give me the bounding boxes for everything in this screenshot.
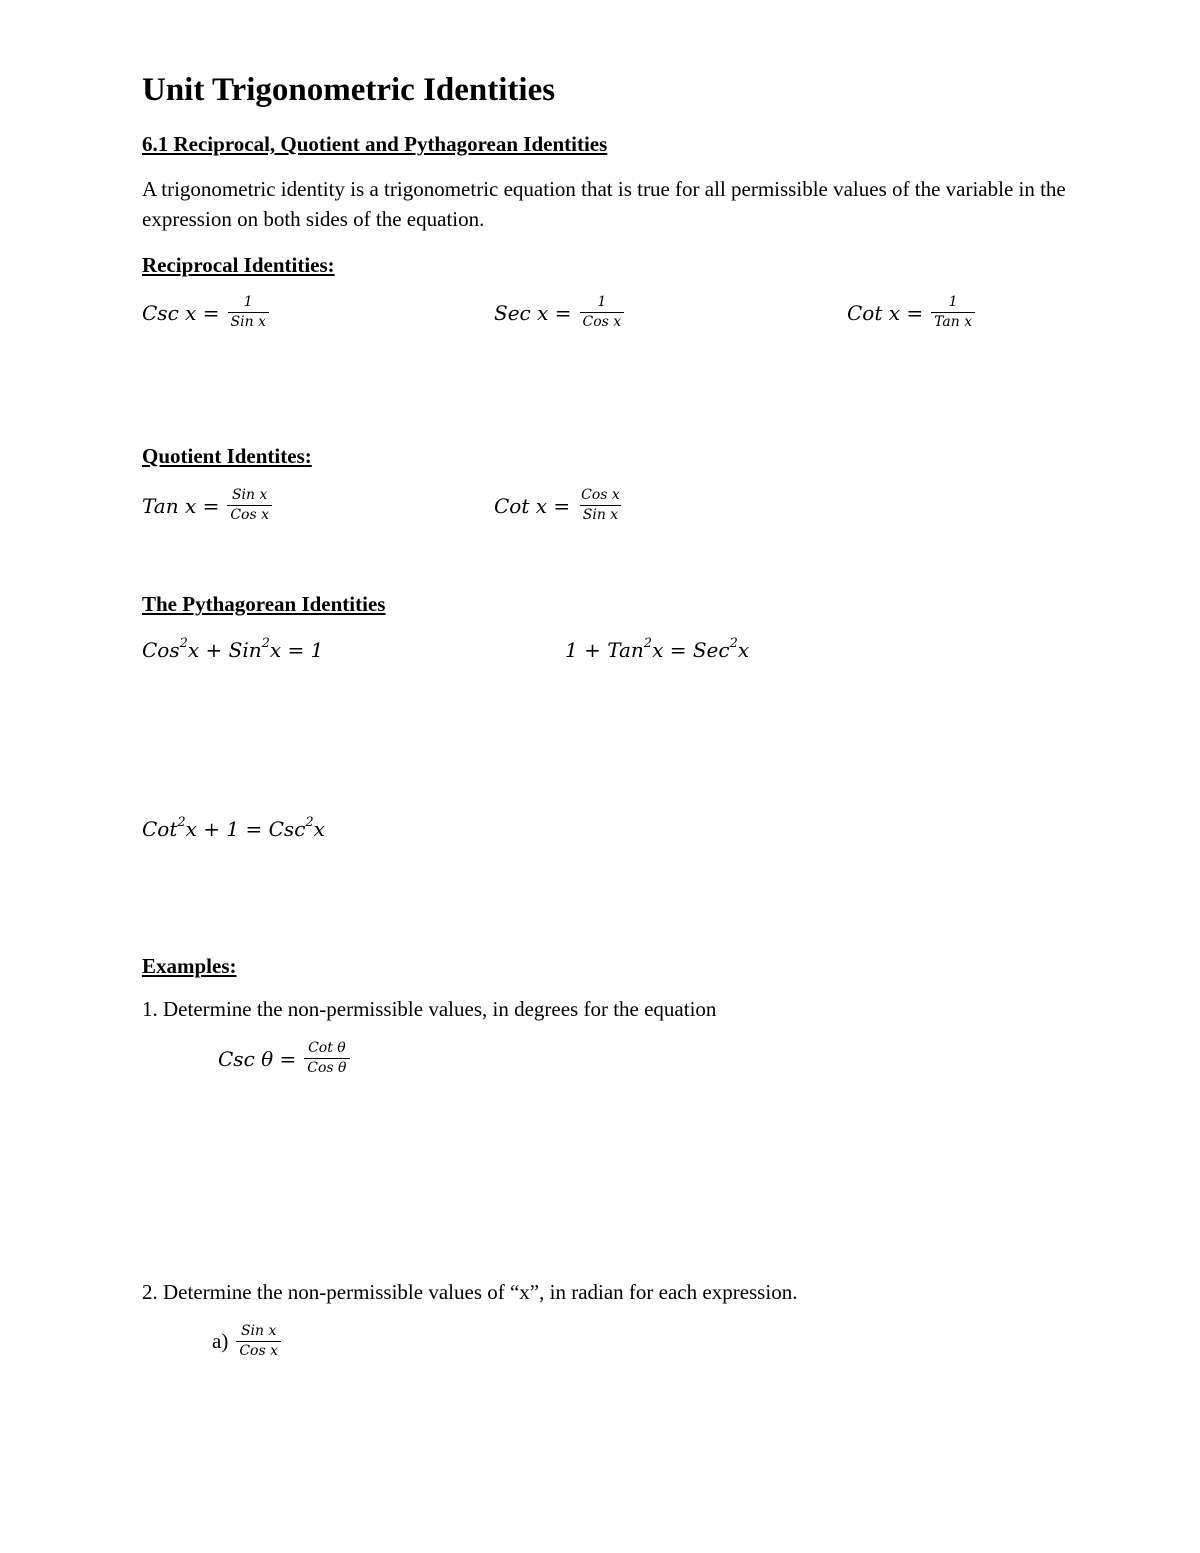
eq1-exponent-a: 2 — [179, 636, 188, 652]
cot-denominator: Tan x — [931, 312, 975, 331]
tan-quotient-identity — [142, 487, 272, 524]
ex2a-numerator: Sin x — [240, 1323, 277, 1339]
eq2-exponent-b: 2 — [729, 636, 738, 652]
eq2-part-b: x = Sec — [652, 638, 730, 662]
csc-denominator: Sin x — [228, 312, 269, 331]
ex1-lhs: Csc θ = — [218, 1046, 297, 1071]
eq3-exponent-b: 2 — [305, 815, 314, 831]
examples-heading: Examples: — [142, 954, 237, 978]
csc-numerator: 1 — [243, 294, 253, 310]
pythagorean-identity-1 — [142, 638, 323, 662]
eq2-part-a: 1 + Tan — [565, 638, 644, 662]
sec-lhs: Sec x = — [494, 300, 572, 325]
cot-q-denominator: Sin x — [580, 505, 621, 524]
intro-paragraph: A trigonometric identity is a trigonometric equation that is true for all permissible values of the variable in the expression on both sides of the equation. — [142, 177, 1066, 231]
cot-numerator: 1 — [948, 294, 958, 310]
tan-denominator: Cos x — [227, 505, 272, 524]
sec-identity — [494, 294, 624, 331]
ex1-numerator: Cot θ — [308, 1040, 346, 1056]
eq3-part-b: x + 1 = Csc — [185, 817, 306, 841]
cot-quotient-identity — [494, 487, 623, 524]
example-1-text: 1. Determine the non-permissible values, in degrees for the equation — [142, 997, 717, 1021]
eq3-part-c: x — [313, 817, 325, 841]
csc-identity — [142, 294, 269, 331]
eq1-part-a: Cos — [142, 638, 180, 662]
eq1-exponent-b: 2 — [261, 636, 270, 652]
cot-lhs: Cot x = — [847, 300, 924, 325]
cot-reciprocal-identity — [847, 294, 975, 331]
example-2a-expression — [212, 1323, 281, 1360]
pythagorean-heading: The Pythagorean Identities — [142, 592, 386, 616]
pythagorean-identity-2 — [565, 638, 749, 662]
quotient-heading: Quotient Identites: — [142, 444, 312, 468]
csc-fraction — [228, 294, 269, 331]
cot-fraction — [931, 294, 975, 331]
eq2-part-c: x — [737, 638, 750, 662]
section-subtitle: 6.1 Reciprocal, Quotient and Pythagorean Identities — [142, 132, 608, 156]
eq1-part-b: x + Sin — [187, 638, 262, 662]
tan-fraction — [227, 487, 272, 524]
tan-numerator: Sin x — [231, 487, 268, 503]
ex1-fraction — [304, 1040, 349, 1077]
example-1-equation — [218, 1040, 350, 1077]
eq1-part-c: x = 1 — [269, 638, 324, 662]
eq2-exponent-a: 2 — [643, 636, 653, 652]
cot-q-numerator: Cos x — [581, 487, 620, 503]
eq3-exponent-a: 2 — [177, 815, 186, 831]
csc-lhs: Csc x = — [142, 300, 220, 325]
sec-numerator: 1 — [597, 294, 607, 310]
ex2a-fraction — [236, 1323, 281, 1360]
cot-q-lhs: Cot x = — [494, 493, 571, 518]
cot-q-fraction — [578, 487, 623, 524]
sec-fraction — [580, 294, 625, 331]
example-2-text: 2. Determine the non-permissible values of “x”, in radian for each expression. — [142, 1280, 798, 1304]
pythagorean-identity-3 — [142, 817, 325, 841]
eq3-part-a: Cot — [142, 817, 178, 841]
ex2-part-label: a) — [212, 1329, 229, 1353]
tan-lhs: Tan x = — [142, 493, 220, 518]
ex1-denominator: Cos θ — [304, 1058, 349, 1077]
sec-denominator: Cos x — [580, 312, 625, 331]
page-title: Unit Trigonometric Identities — [142, 72, 556, 108]
reciprocal-heading: Reciprocal Identities: — [142, 253, 335, 277]
ex2a-denominator: Cos x — [236, 1341, 281, 1360]
